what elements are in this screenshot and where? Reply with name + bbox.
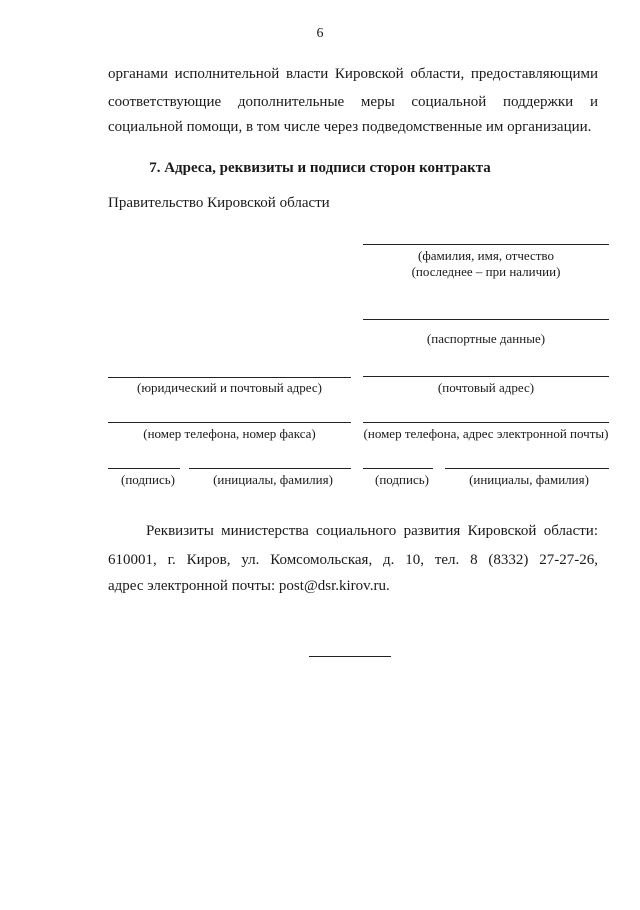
party-left-name: Правительство Кировской области	[108, 195, 330, 211]
right-phone-line	[363, 422, 609, 423]
closing-rule	[309, 656, 391, 657]
paragraph-line: соответствующие дополнительные меры социальной поддержки и	[108, 94, 598, 110]
left-phone-caption: (номер телефона, номер факса)	[143, 426, 316, 441]
right-address-line	[363, 376, 609, 377]
paragraph-line: социальной помощи, в том числе через подведомственные им организации.	[108, 119, 592, 135]
right-phone-caption: (номер телефона, адрес электронной почты)	[363, 426, 609, 441]
left-phone-line	[108, 422, 351, 423]
right-initials-caption: (инициалы, фамилия)	[469, 472, 589, 487]
fio-caption: (фамилия, имя, отчество	[418, 248, 554, 263]
paragraph-line: органами исполнительной власти Кировской области, предоставляющими	[108, 66, 598, 82]
requisites-line: Реквизиты министерства социального развития Кировской области:	[146, 523, 598, 539]
left-signature-line	[108, 468, 180, 469]
passport-line	[363, 319, 609, 320]
right-signature-line	[363, 468, 433, 469]
section-heading: 7. Адреса, реквизиты и подписи сторон контракта	[149, 160, 491, 176]
passport-caption: (паспортные данные)	[426, 331, 546, 346]
fio-line	[363, 244, 609, 245]
left-initials-caption: (инициалы, фамилия)	[213, 472, 333, 487]
right-address-caption: (почтовый адрес)	[437, 380, 535, 395]
right-initials-line	[445, 468, 609, 469]
right-signature-caption: (подпись)	[375, 472, 429, 487]
requisites-line: 610001, г. Киров, ул. Комсомольская, д. 10, тел. 8 (8332) 27-27-26,	[108, 552, 598, 568]
left-address-line	[108, 377, 351, 378]
page-number: 6	[316, 26, 324, 41]
left-address-caption: (юридический и почтовый адрес)	[137, 380, 322, 395]
fio-caption-note: (последнее – при наличии)	[411, 264, 561, 279]
requisites-line: адрес электронной почты: post@dsr.kirov.ru.	[108, 578, 390, 594]
left-signature-caption: (подпись)	[121, 472, 175, 487]
left-initials-line	[189, 468, 351, 469]
